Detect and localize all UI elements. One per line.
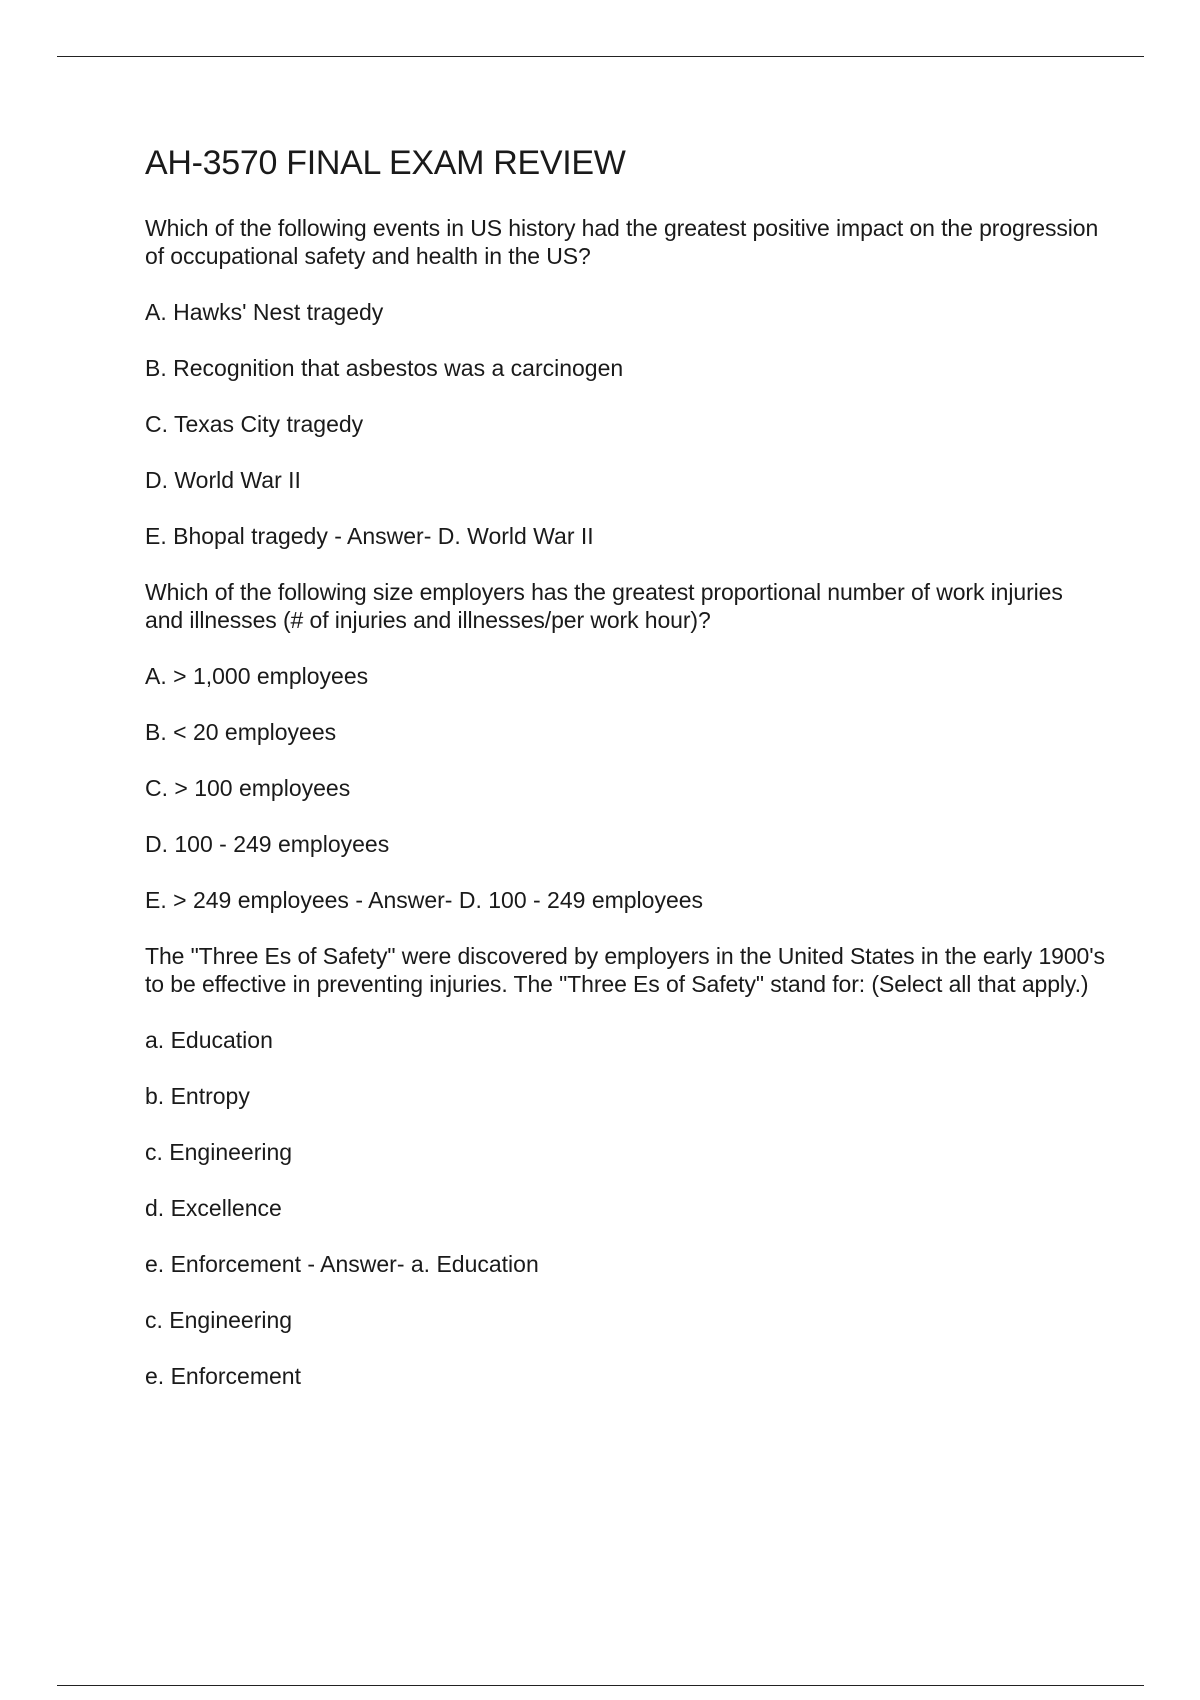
answer-option-with-answer: E. Bhopal tragedy - Answer- D. World War II (145, 523, 594, 549)
answer-option: C. > 100 employees (145, 775, 351, 801)
answer-option: A. Hawks' Nest tragedy (145, 299, 384, 325)
question-1 (145, 214, 1105, 550)
answer-option: C. Texas City tragedy (145, 411, 364, 437)
answer-continuation: c. Engineering (145, 1307, 293, 1333)
question-prompt: Which of the following events in US history had the greatest positive impact on the progression of occupational safety and health in the US? (145, 215, 1099, 269)
answer-option: a. Education (145, 1027, 273, 1053)
answer-option: B. Recognition that asbestos was a carcinogen (145, 355, 624, 381)
answer-option: D. 100 - 249 employees (145, 831, 390, 857)
header-rule (57, 56, 1144, 57)
document-body (145, 143, 1105, 1418)
answer-option: d. Excellence (145, 1195, 282, 1221)
answer-option: b. Entropy (145, 1083, 250, 1109)
question-3 (145, 942, 1105, 1390)
question-2 (145, 578, 1105, 914)
answer-option: A. > 1,000 employees (145, 663, 369, 689)
answer-option-with-answer: e. Enforcement - Answer- a. Education (145, 1251, 539, 1277)
question-prompt: Which of the following size employers has the greatest proportional number of work injuries and illnesses (# of injuries and illnesses/per work hour)? (145, 579, 1063, 633)
footer-rule (57, 1685, 1144, 1686)
answer-option: D. World War II (145, 467, 301, 493)
answer-option-with-answer: E. > 249 employees - Answer- D. 100 - 249 employees (145, 887, 704, 913)
answer-continuation: e. Enforcement (145, 1363, 301, 1389)
document-title: AH-3570 FINAL EXAM REVIEW (145, 144, 626, 182)
question-prompt: The "Three Es of Safety" were discovered by employers in the United States in the early 1900's to be effective in preventing injuries. The "Three Es of Safety" stand for: (Select all that apply.) (145, 943, 1105, 997)
answer-option: c. Engineering (145, 1139, 293, 1165)
answer-option: B. < 20 employees (145, 719, 337, 745)
